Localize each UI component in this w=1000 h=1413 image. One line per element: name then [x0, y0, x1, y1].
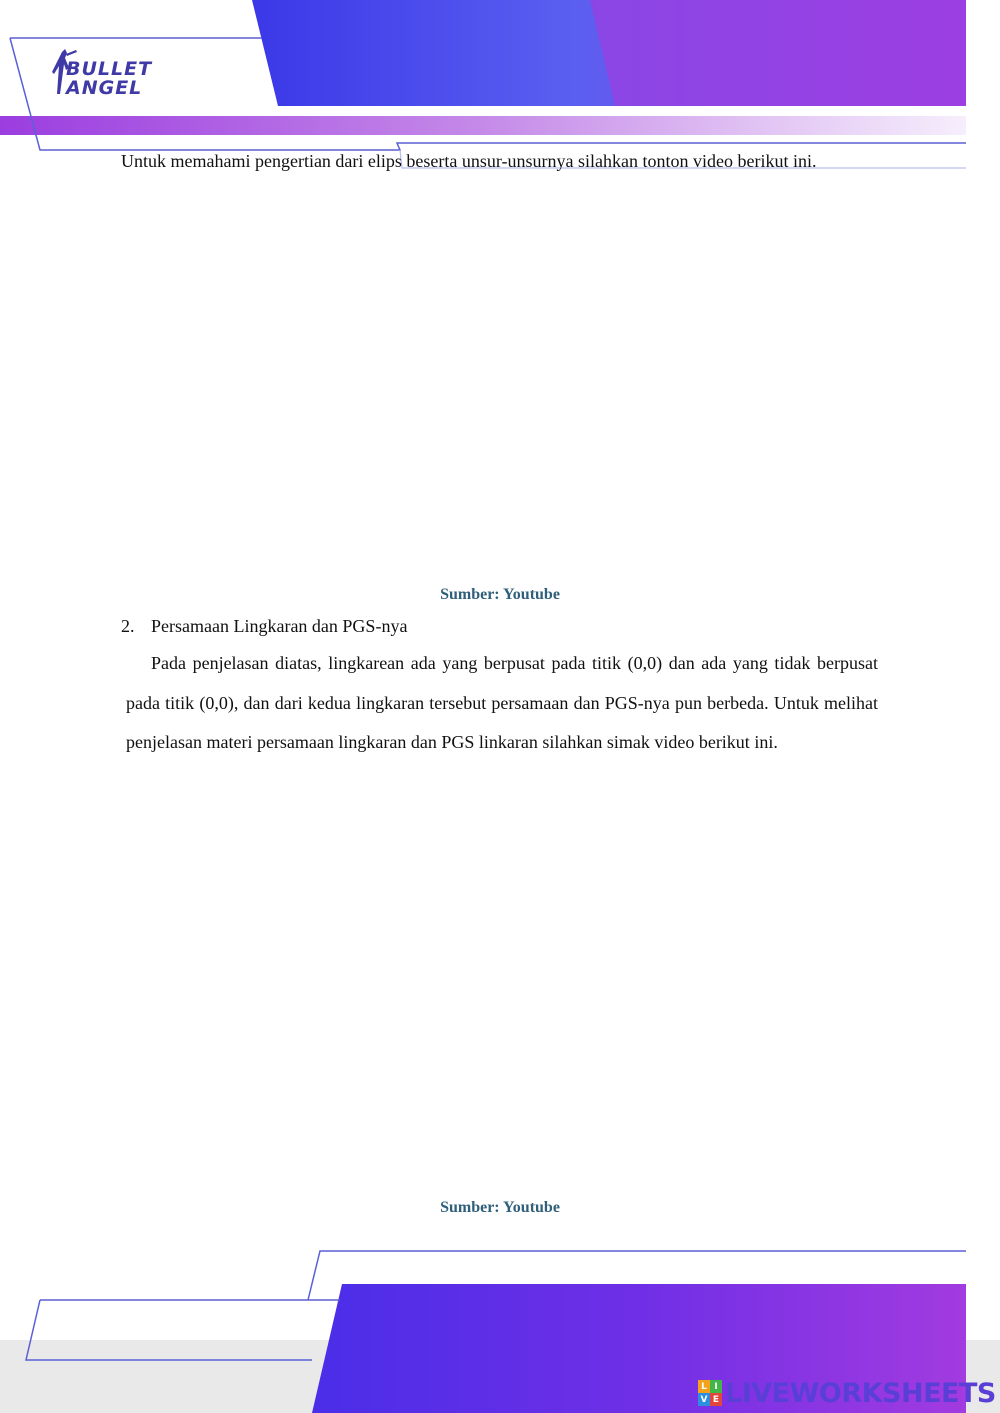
- body-paragraph: Pada penjelasan diatas, lingkarean ada yang berpusat pada titik (0,0) dan ada yang tidak berpusat pada titik (0,0), dan dari kedua lingkaran tersebut persamaan dan PGS-nya pun berbeda. Untuk melihat penjelasan materi persamaan lingkaran dan PGS linkaran silahkan simak video berikut ini.: [126, 653, 878, 752]
- section-number: 2.: [121, 616, 135, 636]
- intro-paragraph: Untuk memahami pengertian dari elips beserta unsur-unsurnya silahkan tonton video berikut ini.: [121, 151, 817, 171]
- video-caption-1: Sumber: Youtube: [440, 586, 560, 603]
- liveworksheets-badge-icon: L I V E: [698, 1380, 722, 1406]
- section-title: Persamaan Lingkaran dan PGS-nya: [151, 616, 408, 636]
- video-embed-2[interactable]: [121, 808, 878, 1188]
- video-caption-2: Sumber: Youtube: [440, 1199, 560, 1216]
- logo-text: BULLET ANGEL: [66, 58, 153, 99]
- liveworksheets-watermark[interactable]: [698, 1378, 996, 1408]
- liveworksheets-text: LIVEWORKSHEETS: [725, 1377, 996, 1409]
- section-heading: [121, 613, 407, 639]
- video-embed-1[interactable]: [121, 212, 878, 572]
